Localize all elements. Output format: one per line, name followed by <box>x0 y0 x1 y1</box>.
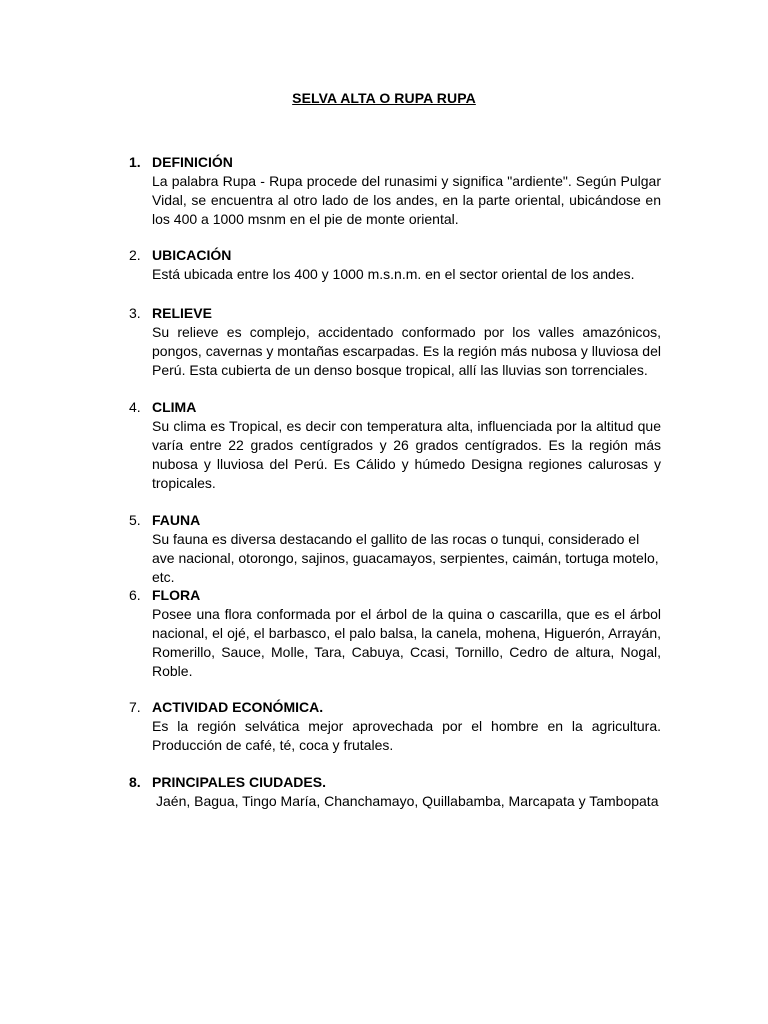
section-number: 4. <box>129 399 141 415</box>
section-body: Su fauna es diversa destacando el gallito de las rocas o tunqui, considerado el ave nacional, otorongo, sajinos, guacamayos, serpientes, caimán, tortuga motelo, etc. <box>152 531 659 585</box>
section-body: Es la región selvática mejor aprovechada por el hombre en la agricultura. Producción de café, té, coca y frutales. <box>152 718 661 753</box>
section-number: 6. <box>129 587 141 603</box>
section-heading: CLIMA <box>152 399 197 415</box>
section-number: 8. <box>129 774 141 790</box>
section-number: 3. <box>129 305 141 321</box>
section-heading: RELIEVE <box>152 305 212 321</box>
section-body: Está ubicada entre los 400 y 1000 m.s.n.m. en el sector oriental de los andes. <box>152 266 635 282</box>
section-body: Jaén, Bagua, Tingo María, Chanchamayo, Quillabamba, Marcapata y Tambopata <box>156 793 659 809</box>
section-number: 5. <box>129 512 141 528</box>
section-heading: ACTIVIDAD ECONÓMICA. <box>152 699 324 715</box>
section-heading: UBICACIÓN <box>152 247 232 263</box>
section-number: 7. <box>129 699 141 715</box>
section-body: Su clima es Tropical, es decir con temperatura alta, influenciada por la altitud que varía entre 22 grados centígrados y 26 grados centígrados. Es la región más nubosa y lluviosa del Perú. Es Cálido y húmedo Designa regiones calurosas y tropicales. <box>152 418 661 491</box>
section-body: Su relieve es complejo, accidentado conformado por los valles amazónicos, pongos, cavernas y montañas escarpadas. Es la región más nubosa y lluviosa del Perú. Esta cubierta de un denso bosque tropical, allí las lluvias son torrenciales. <box>152 324 661 378</box>
section-heading: FAUNA <box>152 512 201 528</box>
section-heading: DEFINICIÓN <box>152 154 233 170</box>
section-heading: FLORA <box>152 587 201 603</box>
section-number: 2. <box>129 247 141 263</box>
section-body: Posee una flora conformada por el árbol de la quina o cascarilla, que es el árbol nacional, el ojé, el barbasco, el palo balsa, la canela, mohena, Higuerón, Arrayán, Romerillo, Sauce, Molle, Tara, Cabuya, Ccasi, Tornillo, Cedro de altura, Nogal, Roble. <box>152 606 661 679</box>
section-heading: PRINCIPALES CIUDADES. <box>152 774 326 790</box>
page-title: SELVA ALTA O RUPA RUPA <box>292 90 476 106</box>
section-number: 1. <box>129 154 141 170</box>
section-body: La palabra Rupa - Rupa procede del runasimi y significa "ardiente". Según Pulgar Vidal, se encuentra al otro lado de los andes, en la parte oriental, ubicándose en los 400 a 1000 msnm en el pie de monte oriental. <box>152 173 661 227</box>
